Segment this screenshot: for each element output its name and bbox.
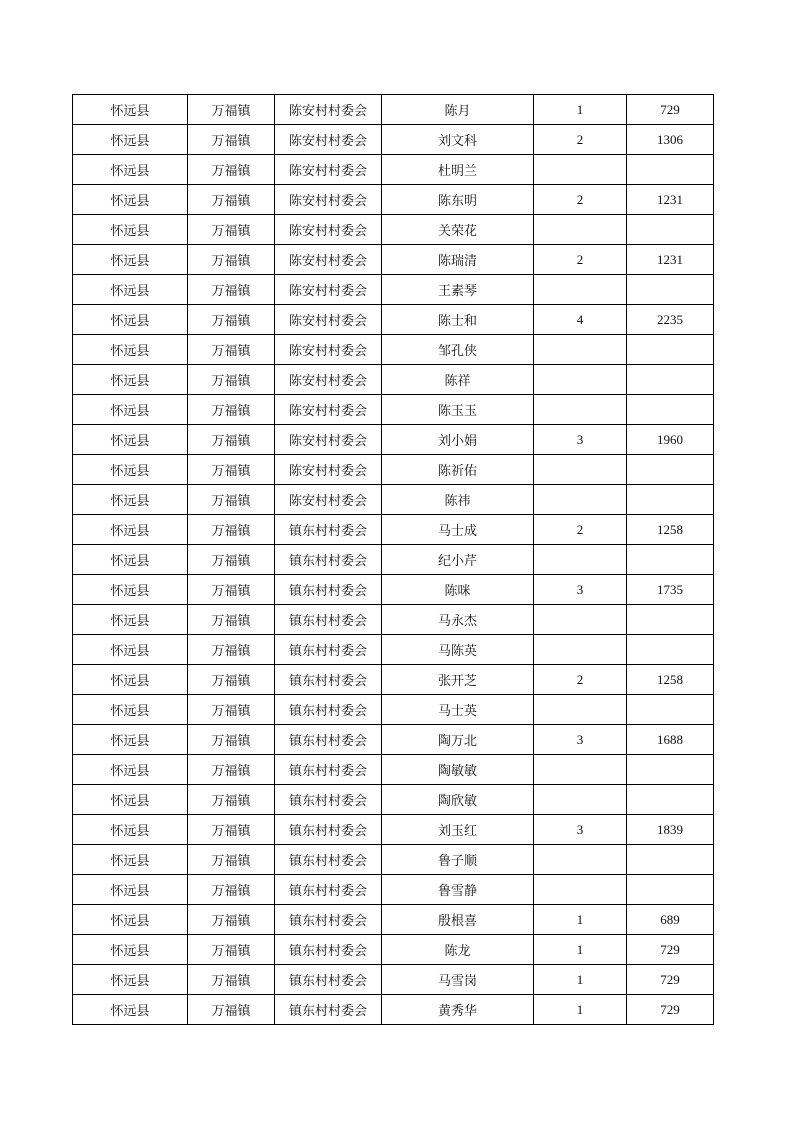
name-cell: 陈东明 [382,185,534,215]
amount-cell [627,845,714,875]
count-cell: 2 [534,125,627,155]
village-cell: 陈安村村委会 [275,305,382,335]
county-cell: 怀远县 [73,455,188,485]
town-cell: 万福镇 [188,725,275,755]
count-cell [534,785,627,815]
name-cell: 陶万北 [382,725,534,755]
table-row [73,575,714,605]
county-cell: 怀远县 [73,695,188,725]
table-row [73,365,714,395]
table-row [73,455,714,485]
town-cell: 万福镇 [188,95,275,125]
county-cell: 怀远县 [73,185,188,215]
amount-cell: 1735 [627,575,714,605]
village-cell: 陈安村村委会 [275,155,382,185]
name-cell: 陶敏敏 [382,755,534,785]
count-cell: 1 [534,905,627,935]
village-cell: 陈安村村委会 [275,455,382,485]
county-cell: 怀远县 [73,725,188,755]
amount-cell [627,695,714,725]
name-cell: 陈咪 [382,575,534,605]
count-cell [534,485,627,515]
name-cell: 刘小娟 [382,425,534,455]
town-cell: 万福镇 [188,425,275,455]
table-row [73,125,714,155]
town-cell: 万福镇 [188,785,275,815]
county-cell: 怀远县 [73,905,188,935]
town-cell: 万福镇 [188,245,275,275]
name-cell: 殷根喜 [382,905,534,935]
county-cell: 怀远县 [73,635,188,665]
count-cell: 3 [534,425,627,455]
name-cell: 陈士和 [382,305,534,335]
count-cell [534,695,627,725]
amount-cell [627,485,714,515]
town-cell: 万福镇 [188,155,275,185]
table-row [73,755,714,785]
count-cell: 2 [534,665,627,695]
village-cell: 镇东村村委会 [275,725,382,755]
table-row [73,905,714,935]
count-cell [534,755,627,785]
amount-cell [627,875,714,905]
table-row [73,875,714,905]
county-cell: 怀远县 [73,665,188,695]
name-cell: 马士英 [382,695,534,725]
amount-cell: 1688 [627,725,714,755]
amount-cell: 1960 [627,425,714,455]
table-row [73,815,714,845]
table-row [73,845,714,875]
county-cell: 怀远县 [73,875,188,905]
county-cell: 怀远县 [73,605,188,635]
village-cell: 陈安村村委会 [275,95,382,125]
county-cell: 怀远县 [73,755,188,785]
county-cell: 怀远县 [73,785,188,815]
name-cell: 马雪岗 [382,965,534,995]
town-cell: 万福镇 [188,635,275,665]
table-row [73,305,714,335]
count-cell [534,845,627,875]
town-cell: 万福镇 [188,275,275,305]
town-cell: 万福镇 [188,365,275,395]
village-cell: 陈安村村委会 [275,485,382,515]
town-cell: 万福镇 [188,515,275,545]
town-cell: 万福镇 [188,815,275,845]
amount-cell: 729 [627,965,714,995]
village-cell: 陈安村村委会 [275,425,382,455]
town-cell: 万福镇 [188,935,275,965]
county-cell: 怀远县 [73,995,188,1025]
table-row [73,485,714,515]
village-cell: 镇东村村委会 [275,515,382,545]
count-cell [534,635,627,665]
table-row [73,515,714,545]
town-cell: 万福镇 [188,215,275,245]
name-cell: 王素琴 [382,275,534,305]
amount-cell: 1258 [627,665,714,695]
county-cell: 怀远县 [73,845,188,875]
amount-cell [627,545,714,575]
count-cell [534,215,627,245]
amount-cell: 729 [627,935,714,965]
amount-cell: 1258 [627,515,714,545]
town-cell: 万福镇 [188,875,275,905]
village-cell: 陈安村村委会 [275,275,382,305]
village-cell: 镇东村村委会 [275,785,382,815]
table-row [73,935,714,965]
count-cell: 3 [534,725,627,755]
village-cell: 镇东村村委会 [275,995,382,1025]
village-cell: 镇东村村委会 [275,875,382,905]
amount-cell: 689 [627,905,714,935]
village-cell: 镇东村村委会 [275,635,382,665]
county-cell: 怀远县 [73,125,188,155]
village-cell: 陈安村村委会 [275,215,382,245]
village-cell: 镇东村村委会 [275,845,382,875]
count-cell: 2 [534,185,627,215]
town-cell: 万福镇 [188,185,275,215]
amount-cell [627,155,714,185]
town-cell: 万福镇 [188,305,275,335]
county-cell: 怀远县 [73,95,188,125]
name-cell: 黄秀华 [382,995,534,1025]
county-cell: 怀远县 [73,815,188,845]
town-cell: 万福镇 [188,755,275,785]
village-cell: 镇东村村委会 [275,545,382,575]
amount-cell: 1306 [627,125,714,155]
name-cell: 杜明兰 [382,155,534,185]
village-cell: 镇东村村委会 [275,755,382,785]
name-cell: 马士成 [382,515,534,545]
count-cell: 1 [534,95,627,125]
amount-cell: 1231 [627,245,714,275]
village-cell: 陈安村村委会 [275,395,382,425]
county-cell: 怀远县 [73,335,188,365]
name-cell: 鲁子顺 [382,845,534,875]
town-cell: 万福镇 [188,605,275,635]
village-cell: 镇东村村委会 [275,575,382,605]
county-cell: 怀远县 [73,935,188,965]
table-row [73,545,714,575]
county-cell: 怀远县 [73,485,188,515]
village-cell: 镇东村村委会 [275,665,382,695]
village-cell: 陈安村村委会 [275,245,382,275]
village-cell: 镇东村村委会 [275,815,382,845]
town-cell: 万福镇 [188,395,275,425]
county-cell: 怀远县 [73,245,188,275]
table-row [73,785,714,815]
town-cell: 万福镇 [188,905,275,935]
roster-table-body [73,95,714,1025]
county-cell: 怀远县 [73,965,188,995]
amount-cell [627,215,714,245]
amount-cell [627,635,714,665]
name-cell: 陈祎 [382,485,534,515]
name-cell: 陈龙 [382,935,534,965]
county-cell: 怀远县 [73,515,188,545]
table-row [73,695,714,725]
amount-cell: 2235 [627,305,714,335]
count-cell: 2 [534,515,627,545]
table-row [73,965,714,995]
count-cell [534,455,627,485]
name-cell: 陈瑞清 [382,245,534,275]
table-row [73,185,714,215]
roster-table [72,94,714,1025]
village-cell: 镇东村村委会 [275,935,382,965]
table-row [73,215,714,245]
name-cell: 马永杰 [382,605,534,635]
town-cell: 万福镇 [188,125,275,155]
amount-cell: 729 [627,995,714,1025]
table-row [73,605,714,635]
town-cell: 万福镇 [188,995,275,1025]
table-row [73,155,714,185]
count-cell: 2 [534,245,627,275]
count-cell [534,875,627,905]
count-cell [534,275,627,305]
count-cell: 1 [534,965,627,995]
name-cell: 鲁雪静 [382,875,534,905]
county-cell: 怀远县 [73,155,188,185]
count-cell: 1 [534,935,627,965]
town-cell: 万福镇 [188,455,275,485]
county-cell: 怀远县 [73,275,188,305]
village-cell: 镇东村村委会 [275,605,382,635]
county-cell: 怀远县 [73,425,188,455]
count-cell [534,335,627,365]
amount-cell [627,335,714,365]
table-row [73,725,714,755]
name-cell: 马陈英 [382,635,534,665]
town-cell: 万福镇 [188,965,275,995]
village-cell: 陈安村村委会 [275,185,382,215]
amount-cell [627,605,714,635]
amount-cell [627,365,714,395]
county-cell: 怀远县 [73,395,188,425]
count-cell [534,365,627,395]
name-cell: 陈祥 [382,365,534,395]
name-cell: 陶欣敏 [382,785,534,815]
table-row [73,275,714,305]
village-cell: 陈安村村委会 [275,365,382,395]
name-cell: 刘玉红 [382,815,534,845]
name-cell: 陈月 [382,95,534,125]
table-row [73,95,714,125]
village-cell: 镇东村村委会 [275,905,382,935]
county-cell: 怀远县 [73,575,188,605]
table-row [73,995,714,1025]
name-cell: 纪小芹 [382,545,534,575]
count-cell: 3 [534,815,627,845]
table-row [73,245,714,275]
amount-cell: 729 [627,95,714,125]
table-row [73,635,714,665]
amount-cell: 1231 [627,185,714,215]
town-cell: 万福镇 [188,335,275,365]
count-cell: 1 [534,995,627,1025]
table-row [73,665,714,695]
count-cell [534,395,627,425]
count-cell: 3 [534,575,627,605]
table-row [73,335,714,365]
town-cell: 万福镇 [188,575,275,605]
name-cell: 陈玉玉 [382,395,534,425]
county-cell: 怀远县 [73,215,188,245]
town-cell: 万福镇 [188,485,275,515]
county-cell: 怀远县 [73,365,188,395]
count-cell [534,155,627,185]
amount-cell [627,785,714,815]
name-cell: 关荣花 [382,215,534,245]
amount-cell [627,395,714,425]
amount-cell [627,755,714,785]
village-cell: 镇东村村委会 [275,695,382,725]
county-cell: 怀远县 [73,545,188,575]
name-cell: 张开芝 [382,665,534,695]
name-cell: 陈祈佑 [382,455,534,485]
name-cell: 刘文科 [382,125,534,155]
amount-cell [627,275,714,305]
town-cell: 万福镇 [188,845,275,875]
count-cell [534,605,627,635]
table-row [73,395,714,425]
count-cell [534,545,627,575]
table-row [73,425,714,455]
amount-cell [627,455,714,485]
village-cell: 陈安村村委会 [275,335,382,365]
amount-cell: 1839 [627,815,714,845]
town-cell: 万福镇 [188,695,275,725]
county-cell: 怀远县 [73,305,188,335]
name-cell: 邹孔侠 [382,335,534,365]
town-cell: 万福镇 [188,665,275,695]
village-cell: 镇东村村委会 [275,965,382,995]
village-cell: 陈安村村委会 [275,125,382,155]
town-cell: 万福镇 [188,545,275,575]
count-cell: 4 [534,305,627,335]
